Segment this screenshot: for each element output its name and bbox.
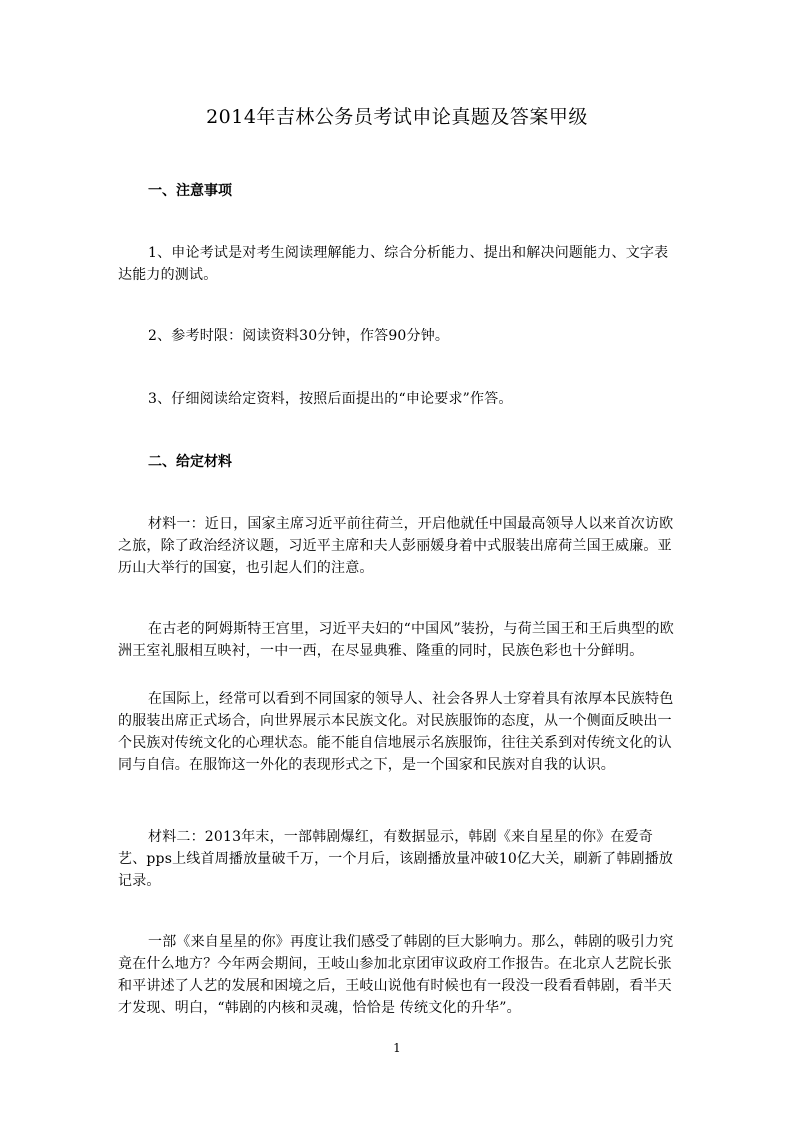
paragraph: 在古老的阿姆斯特王宫里，习近平夫妇的“中国风”装扮，与荷兰国王和王后典型的欧洲王室礼服相互映衬，一中一西，在尽显典雅、隆重的同时，民族色彩也十分鲜明。: [118, 621, 674, 659]
page-number: 1: [393, 1041, 401, 1055]
paragraph: 在国际上，经常可以看到不同国家的领导人、社会各界人士穿着具有浓厚本民族特色的服装出席正式场合，向世界展示本民族文化。对民族服饰的态度，从一个侧面反映出一个民族对传统文化的心理状态。能不能自信地展示名族服饰，往往关系到对传统文化的认同与自信。在服饰这一外化的表现形式之下，是一个国家和民族对自我的认识。: [118, 691, 674, 773]
page-title: 2014年吉林公务员考试申论真题及答案甲级: [206, 106, 588, 128]
section-heading-materials: 二、给定材料: [148, 454, 232, 470]
paragraph: 材料二：2013年末，一部韩剧爆红，有数据显示，韩剧《来自星星的你》在爱奇艺、pps上线首周播放量破千万，一个月后，该剧播放量冲破10亿大关，刷新了韩剧播放记录。: [118, 829, 674, 889]
paragraph: 一部《来自星星的你》再度让我们感受了韩剧的巨大影响力。那么，韩剧的吸引力究竟在什么地方？今年两会期间，王岐山参加北京团审议政府工作报告。在北京人艺院长张和平讲述了人艺的发展和困境之后，王岐山说他有时候也有一段没一段看看韩剧，看半天才发现、明白，“韩剧的内核和灵魂，恰恰是 传统文化的升华”。: [118, 934, 674, 1016]
paragraph: 3、仔细阅读给定资料，按照后面提出的“申论要求”作答。: [148, 391, 513, 407]
paragraph: 1、申论考试是对考生阅读理解能力、综合分析能力、提出和解决问题能力、文字表达能力的测试。: [118, 245, 669, 283]
paragraph: 材料一：近日，国家主席习近平前往荷兰，开启他就任中国最高领导人以来首次访欧之旅，除了政治经济议题，习近平主席和夫人彭丽媛身着中式服装出席荷兰国王威廉。亚历山大举行的国宴，也引起人们的注意。: [118, 516, 674, 576]
paragraph: 2、参考时限：阅读资料30分钟，作答90分钟。: [148, 328, 450, 344]
section-heading-notes: 一、注意事项: [148, 183, 232, 199]
